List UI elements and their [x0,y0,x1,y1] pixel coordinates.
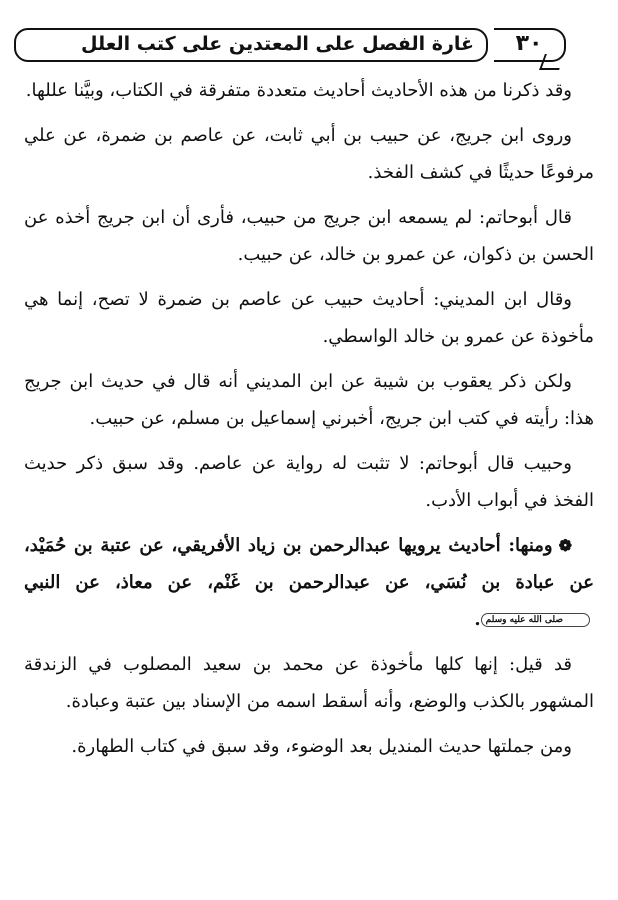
page-corner-flourish [539,54,565,70]
paragraph: قال أبوحاتم: لم يسمعه ابن جريج من حبيب، فأرى أن ابن جريج أخذه عن الحسن بن ذكوان، عن عمرو بن خالد، عن حبيب. [24,207,594,265]
paragraph: ومن جملتها حديث المنديل بعد الوضوء، وقد سبق في كتاب الطهارة. [71,736,572,757]
page-header [14,28,566,64]
honorific-ligature-icon: صلى الله عليه وسلم [481,613,590,627]
paragraph: وحبيب قال أبوحاتم: لا تثبت له رواية عن عاصم. وقد سبق ذكر حديث الفخذ في أبواب الأدب. [24,453,594,511]
bold-paragraph-text: ومنها: أحاديث يرويها عبدالرحمن بن زياد الأفريقي، عن عتبة بن حُمَيْد، عن عبادة بن نُسَي، عن عبدالرحمن بن غَنْم، عن معاذ، عن النبي [24,535,594,593]
paragraph: ولكن ذكر يعقوب بن شيبة عن ابن المديني أنه قال في حديث ابن جريج هذا: رأيته في كتب ابن جريج، أخبرني إسماعيل بن مسلم، عن حبيب. [24,371,594,429]
paragraph: وروى ابن جريج، عن حبيب بن أبي ثابت، عن عاصم بن ضمرة، عن علي مرفوعًا حديثًا في كشف الفخذ. [24,125,594,183]
page-number: ٣٠ [515,31,543,56]
page-body [24,72,594,773]
flower-ornament-icon: ❁ [558,536,572,555]
paragraph: وقد ذكرنا من هذه الأحاديث أحاديث متعددة متفرقة في الكتاب، وبيَّنا عللها. [25,80,572,101]
paragraph: قد قيل: إنها كلها مأخوذة عن محمد بن سعيد المصلوب في الزندقة المشهور بالكذب والوضع، وأنه أسقط اسمه من الإسناد بين عتبة وعبادة. [24,654,594,712]
paragraph: وقال ابن المديني: أحاديث حبيب عن عاصم بن ضمرة لا تصح، إنما هي مأخوذة عن عمرو بن خالد الواسطي. [24,289,594,347]
bold-paragraph: ❁ومنها: أحاديث يرويها عبدالرحمن بن زياد الأفريقي، عن عتبة بن حُمَيْد، عن عبادة بن نُسَي، عن عبدالرحمن بن غَنْم، عن معاذ، عن النبيصلى الله عليه وسلم. [24,535,594,630]
book-title: غارة الفصل على المعتدين على كتب العلل [81,33,474,55]
